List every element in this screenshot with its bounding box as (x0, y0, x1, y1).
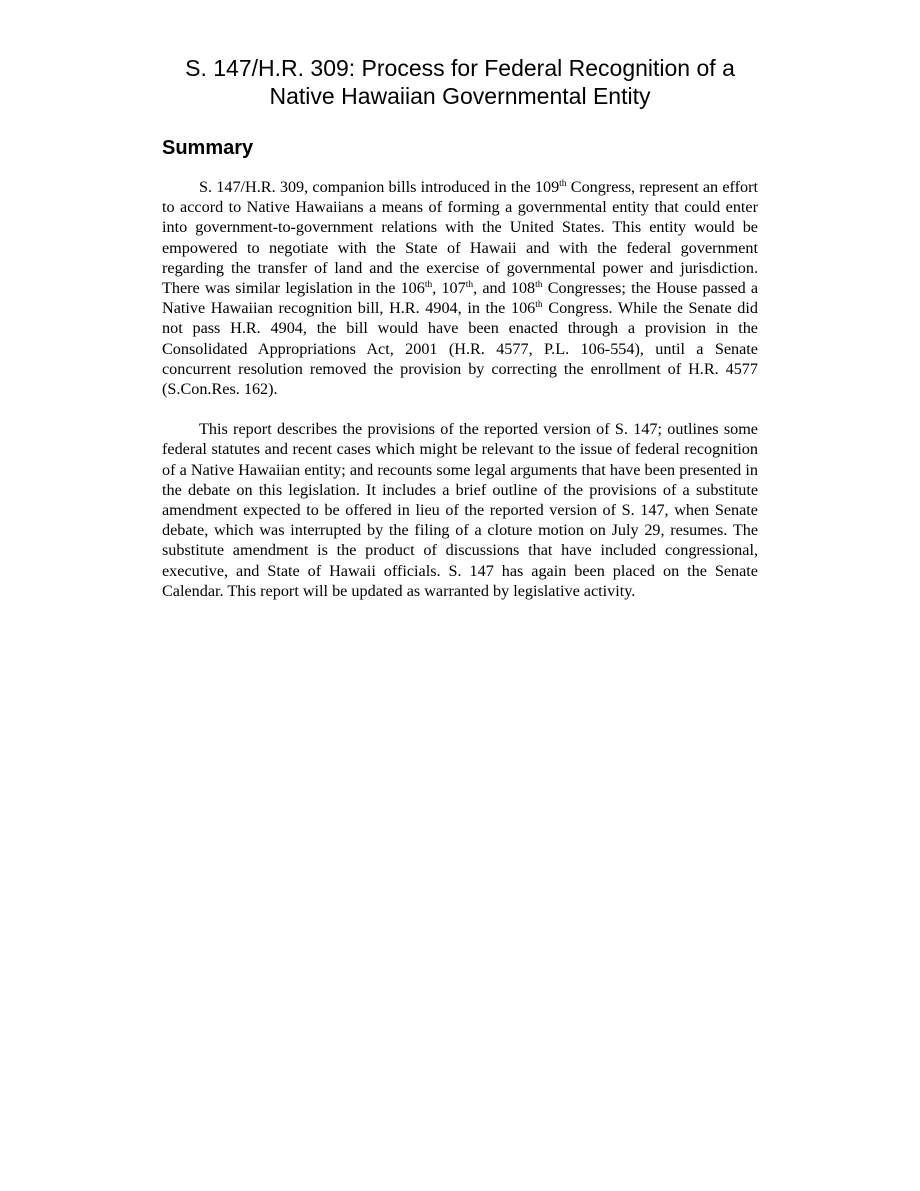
ordinal-suffix: th (535, 280, 543, 291)
text-segment: , and 108 (473, 279, 536, 298)
title-line-1: S. 147/H.R. 309: Process for Federal Recognition of a (185, 55, 735, 81)
summary-paragraph-2: This report describes the provisions of the reported version of S. 147; outlines some federal statutes and recent cases which might be relevant to the issue of federal recognition of a Native Hawaiian entity; and recounts some legal arguments that have been presented in the debate on this legislation. It includes a brief outline of the provisions of a substitute amendment expected to be offered in lieu of the reported version of S. 147, when Senate debate, which was interrupted by the filing of a cloture motion on July 29, resumes. The substitute amendment is the product of discussions that have included congressional, executive, and State of Hawaii officials. S. 147 has again been placed on the Senate Calendar. This report will be updated as warranted by legislative activity. (162, 420, 758, 600)
title-line-2: Native Hawaiian Governmental Entity (269, 83, 651, 109)
text-segment: , 107 (432, 279, 466, 298)
text-segment: Congresses; the House passed a Native Hawaiian recognition bill, H.R. 4904, in the 106 (162, 279, 759, 318)
summary-heading: Summary (162, 137, 254, 159)
ordinal-suffix: th (535, 300, 543, 311)
ordinal-suffix: th (424, 280, 433, 291)
text-segment: Congress. While the Senate did not pass H.R. 4904, the bill would have been enacted through a provision in the Consolidated Appropriations Act, 2001 (H.R. 4577, P.L. 106-554), until a Senate concurrent resolution removed the provision by correcting the enrollment of H.R. 4577 (S.Con.Res. 162). (162, 299, 758, 399)
ordinal-suffix: th (465, 280, 474, 291)
text-segment: Congress, represent an effort to accord to Native Hawaiians a means of forming a governmental entity that could enter into government-to-government relations with the United States. This entity would be empowered to negotiate with the State of Hawaii and with the federal government regarding the transfer of land and the exercise of governmental power and jurisdiction. There was similar legislation in the 106 (162, 178, 758, 298)
summary-paragraph-1 (162, 177, 758, 399)
document-page (162, 54, 758, 601)
ordinal-suffix: th (559, 179, 567, 189)
page-title (162, 54, 758, 110)
text-segment: S. 147/H.R. 309, companion bills introduced in the 109 (199, 178, 560, 196)
